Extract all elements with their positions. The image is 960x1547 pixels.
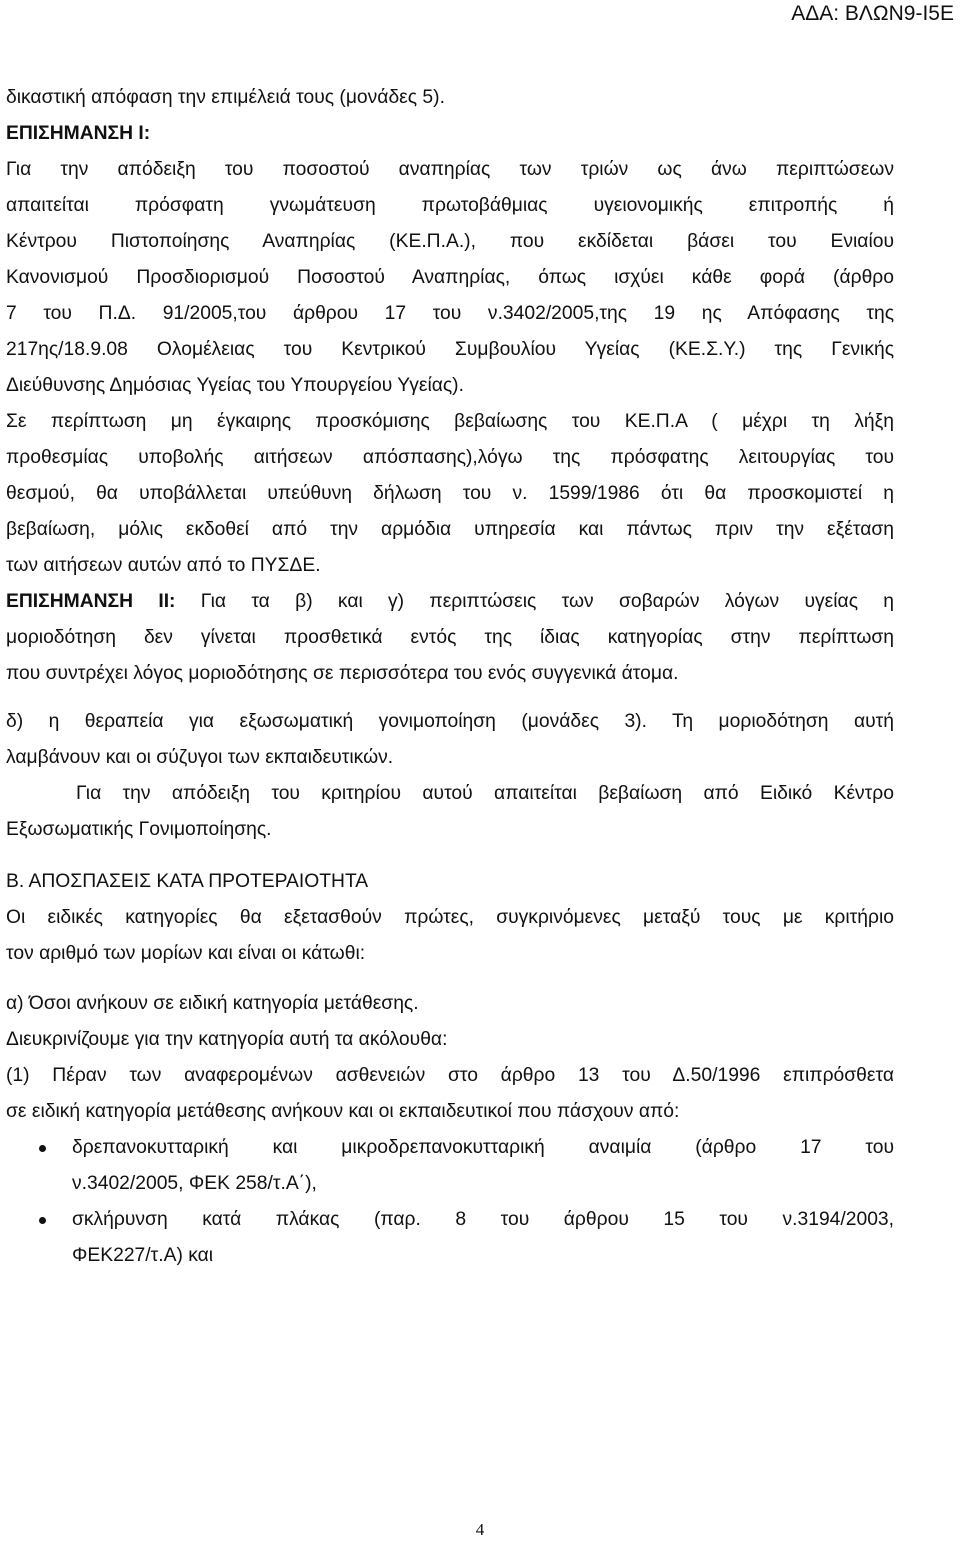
text-line: Σε περίπτωση μη έγκαιρης προσκόμισης βεβαίωσης του ΚΕ.Π.Α ( μέχρι τη λήξη <box>6 411 894 432</box>
text-line: δικαστική απόφαση την επιμέλειά τους (μονάδες 5). <box>6 87 445 108</box>
list-item <box>6 1130 894 1202</box>
text-line: Για την απόδειξη του ποσοστού αναπηρίας των τριών ως άνω περιπτώσεων <box>6 159 894 180</box>
text-line: Διευκρινίζουμε για την κατηγορία αυτή τα ακόλουθα: <box>6 1029 448 1050</box>
text-line: Κανονισμού Προσδιορισμού Ποσοστού Αναπηρίας, όπως ισχύει κάθε φορά (άρθρο <box>6 267 894 288</box>
text-line: (1) Πέραν των αναφερομένων ασθενειών στο άρθρο 13 του Δ.50/1996 επιπρόσθετα <box>6 1065 894 1086</box>
text-line: Για την απόδειξη του κριτηρίου αυτού απαιτείται βεβαίωση από Ειδικό Κέντρο <box>76 783 894 804</box>
list-item <box>6 1202 894 1274</box>
text-line: που συντρέχει λόγος μοριοδότησης σε περισσότερα του ενός συγγενικά άτομα. <box>6 663 679 684</box>
text-line: δρεπανοκυτταρική και μικροδρεπανοκυτταρική αναιμία (άρθρο 17 του <box>72 1137 894 1158</box>
text-line: σκλήρυνση κατά πλάκας (παρ. 8 του άρθρου 15 του ν.3194/2003, <box>72 1209 894 1230</box>
text-line: σε ειδική κατηγορία μετάθεσης ανήκουν και οι εκπαιδευτικοί που πάσχουν από: <box>6 1101 680 1122</box>
bullet-icon <box>39 1145 46 1152</box>
text-line: απαιτείται πρόσφατη γνωμάτευση πρωτοβάθμιας υγειονομικής επιτροπής ή <box>6 195 894 216</box>
text-line: τον αριθμό των μορίων και είναι οι κάτωθι: <box>6 943 366 964</box>
text-line: ν.3402/2005, ΦΕΚ 258/τ.Α΄), <box>72 1173 317 1194</box>
text-line: Κέντρου Πιστοποίησης Αναπηρίας (ΚΕ.Π.Α.), που εκδίδεται βάσει του Ενιαίου <box>6 231 894 252</box>
text-line: Εξωσωματικής Γονιμοποίησης. <box>6 819 272 840</box>
section-note-heading: ΕΠΙΣΗΜΑΝΣΗ Ι: <box>6 123 151 144</box>
text-span: Για τα β) και γ) περιπτώσεις των σοβαρών λόγων υγείας η <box>200 591 895 612</box>
text-line: Οι ειδικές κατηγορίες θα εξετασθούν πρώτες, συγκρινόμενες μεταξύ τους με κριτήριο <box>6 907 894 928</box>
document-body <box>6 80 894 1274</box>
text-line: Διεύθυνσης Δημόσιας Υγείας του Υπουργείου Υγείας). <box>6 375 464 396</box>
section-heading: Β. ΑΠΟΣΠΑΣΕΙΣ ΚΑΤΑ ΠΡΟΤΕΡΑΙΟΤΗΤΑ <box>6 871 369 892</box>
text-line: δ) η θεραπεία για εξωσωματική γονιμοποίηση (μονάδες 3). Τη μοριοδότηση αυτή <box>6 711 894 732</box>
text-line: 217ης/18.9.08 Ολομέλειας του Κεντρικού Συμβουλίου Υγείας (ΚΕ.Σ.Υ.) της Γενικής <box>6 339 894 360</box>
text-line: μοριοδότηση δεν γίνεται προσθετικά εντός της ίδιας κατηγορίας στην περίπτωση <box>6 627 894 648</box>
text-line: θεσμού, θα υποβάλλεται υπεύθυνη δήλωση του ν. 1599/1986 ότι θα προσκομιστεί η <box>6 483 894 504</box>
text-line: 7 του Π.Δ. 91/2005,του άρθρου 17 του ν.3402/2005,της 19 ης Απόφασης της <box>6 303 894 324</box>
bullet-icon <box>39 1217 46 1224</box>
text-line: προθεσμίας υποβολής αιτήσεων απόσπασης),λόγω της πρόσφατης λειτουργίας του <box>6 447 894 468</box>
text-line: των αιτήσεων αυτών από το ΠΥΣΔΕ. <box>6 555 321 576</box>
text-line: α) Όσοι ανήκουν σε ειδική κατηγορία μετάθεσης. <box>6 993 419 1014</box>
text-line: βεβαίωση, μόλις εκδοθεί από την αρμόδια υπηρεσία και πάντως πριν την εξέταση <box>6 519 894 540</box>
text-line: ΦΕΚ227/τ.Α) και <box>72 1245 214 1266</box>
document-code-header: ΑΔΑ: ΒΛΩΝ9-Ι5Ε <box>791 2 954 25</box>
text-line: λαμβάνουν και οι σύζυγοι των εκπαιδευτικών. <box>6 747 394 768</box>
text-line <box>6 584 894 620</box>
section-note-heading: ΕΠΙΣΗΜΑΝΣΗ ΙΙ: <box>6 591 176 612</box>
page-number: 4 <box>475 1520 485 1539</box>
